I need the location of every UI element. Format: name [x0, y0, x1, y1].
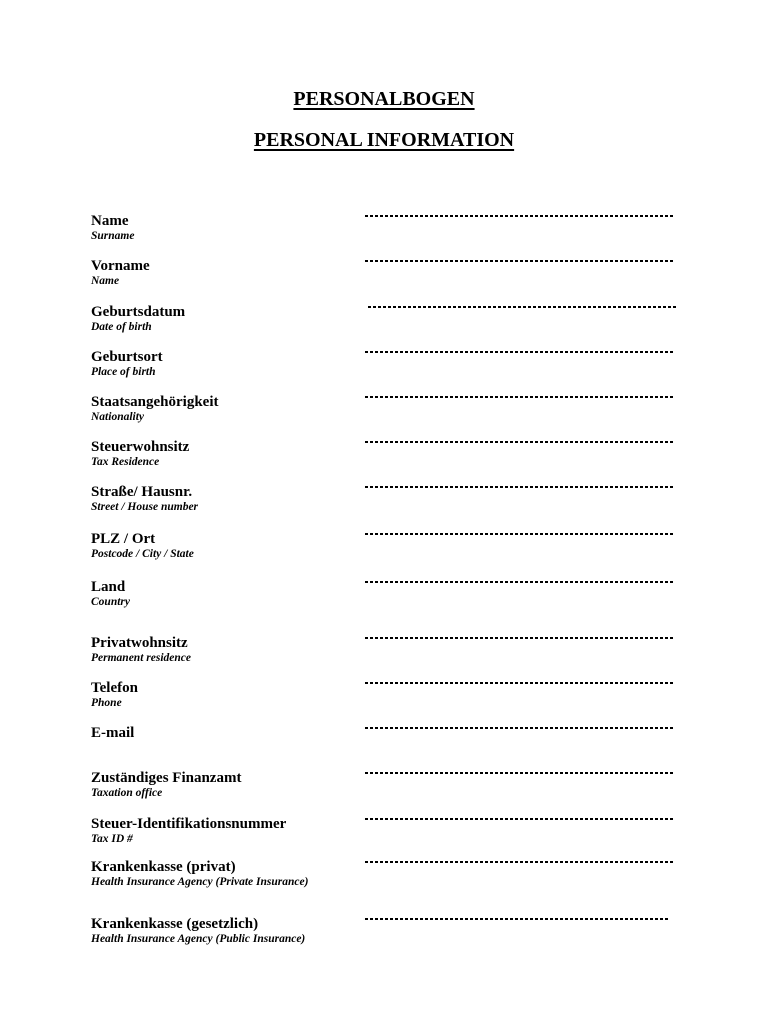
field-translation: Permanent residence: [91, 652, 191, 664]
field-translation: Postcode / City / State: [91, 548, 194, 560]
field-label: Name: [91, 213, 129, 229]
field-translation: Place of birth: [91, 366, 156, 378]
field-label: Land: [91, 579, 126, 595]
field-translation: Name: [91, 275, 120, 287]
field-label: Zuständiges Finanzamt: [91, 770, 242, 786]
field-translation: Health Insurance Agency (Public Insurance): [91, 933, 306, 945]
field-vorname: [91, 258, 691, 292]
field-translation: Taxation office: [91, 787, 163, 799]
field-staatsangehoerigkeit: [91, 394, 691, 428]
field-label: Geburtsdatum: [91, 304, 186, 320]
field-translation: Country: [91, 596, 130, 608]
fill-in-line[interactable]: [365, 441, 675, 443]
fill-in-line[interactable]: [365, 682, 675, 684]
fill-in-line[interactable]: [365, 486, 675, 488]
field-steuerwohnsitz: [91, 439, 691, 473]
field-label: Vorname: [91, 258, 150, 274]
document-title-english: PERSONAL INFORMATION: [253, 129, 515, 151]
fill-in-line[interactable]: [365, 396, 675, 398]
field-translation: Surname: [91, 230, 135, 242]
field-label: Geburtsort: [91, 349, 163, 365]
fill-in-line[interactable]: [365, 861, 675, 863]
field-geburtsort: [91, 349, 691, 383]
field-label: PLZ / Ort: [91, 531, 156, 547]
fill-in-line[interactable]: [365, 772, 675, 774]
field-translation: Tax Residence: [91, 456, 160, 468]
field-strasse-hausnr: [91, 484, 691, 518]
field-label: Krankenkasse (gesetzlich): [91, 916, 259, 932]
fill-in-line[interactable]: [365, 215, 675, 217]
field-telefon: [91, 680, 691, 714]
fill-in-line[interactable]: [365, 918, 669, 920]
field-translation: Tax ID #: [91, 833, 133, 845]
field-label: Krankenkasse (privat): [91, 859, 236, 875]
field-label: Steuerwohnsitz: [91, 439, 190, 455]
fill-in-line[interactable]: [365, 260, 675, 262]
document-title-german: PERSONALBOGEN: [293, 88, 475, 110]
field-krankenkasse-gesetzlich: [91, 916, 691, 950]
field-privatwohnsitz: [91, 635, 691, 669]
field-land: [91, 579, 691, 613]
field-steuer-id: [91, 816, 691, 850]
field-finanzamt: [91, 770, 691, 804]
fill-in-line[interactable]: [365, 637, 675, 639]
field-translation: Phone: [91, 697, 122, 709]
field-geburtsdatum: [91, 304, 691, 338]
fill-in-line[interactable]: [365, 533, 675, 535]
field-krankenkasse-privat: [91, 859, 691, 893]
field-label: Staatsangehörigkeit: [91, 394, 219, 410]
field-label: E-mail: [91, 725, 135, 741]
field-label: Privatwohnsitz: [91, 635, 188, 651]
fill-in-line[interactable]: [365, 351, 675, 353]
field-label: Straße/ Hausnr.: [91, 484, 193, 500]
field-email: [91, 725, 691, 759]
field-name: [91, 213, 691, 247]
field-translation: Street / House number: [91, 501, 199, 513]
fill-in-line[interactable]: [365, 727, 675, 729]
field-label: Steuer-Identifikationsnummer: [91, 816, 287, 832]
field-plz-ort: [91, 531, 691, 565]
field-label: Telefon: [91, 680, 138, 696]
fill-in-line[interactable]: [365, 581, 675, 583]
field-translation: Nationality: [91, 411, 145, 423]
fill-in-line[interactable]: [368, 306, 678, 308]
fill-in-line[interactable]: [365, 818, 675, 820]
field-translation: Health Insurance Agency (Private Insurance): [91, 876, 309, 888]
field-translation: Date of birth: [91, 321, 152, 333]
